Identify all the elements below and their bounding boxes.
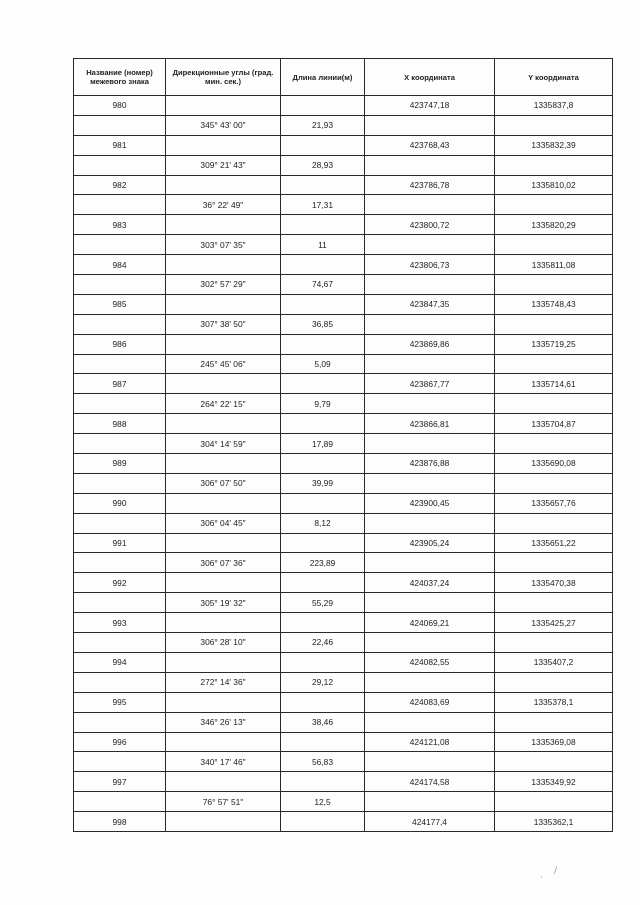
direction-angle: 304° 14' 59" (166, 434, 281, 454)
scan-speck: / (554, 866, 558, 876)
empty-name-cell (74, 235, 166, 255)
line-length: 36,85 (281, 314, 365, 334)
line-length: 9,79 (281, 394, 365, 414)
line-length: 21,93 (281, 115, 365, 135)
direction-angle: 307° 38' 50" (166, 314, 281, 334)
y-coordinate: 1335349,92 (495, 772, 613, 792)
empty-angle-cell (166, 255, 281, 275)
y-coordinate: 1335470,38 (495, 573, 613, 593)
direction-angle: 306° 04' 45" (166, 513, 281, 533)
line-length: 12,5 (281, 792, 365, 812)
x-coordinate: 423806,73 (365, 255, 495, 275)
line-length: 8,12 (281, 513, 365, 533)
empty-angle-cell (166, 294, 281, 314)
point-row (74, 135, 613, 155)
line-length: 22,46 (281, 633, 365, 653)
y-coordinate: 1335837,8 (495, 96, 613, 116)
direction-angle: 340° 17' 46" (166, 752, 281, 772)
x-coordinate: 423800,72 (365, 215, 495, 235)
y-coordinate: 1335748,43 (495, 294, 613, 314)
empty-angle-cell (166, 454, 281, 474)
y-coordinate: 1335657,76 (495, 493, 613, 513)
y-coordinate: 1335362,1 (495, 812, 613, 832)
empty-name-cell (74, 155, 166, 175)
x-coordinate: 424069,21 (365, 613, 495, 633)
direction-angle: 264° 22' 15" (166, 394, 281, 414)
point-name: 980 (74, 96, 166, 116)
x-coordinate: 423847,35 (365, 294, 495, 314)
line-length: 223,89 (281, 553, 365, 573)
empty-angle-cell (166, 374, 281, 394)
empty-length-cell (281, 812, 365, 832)
empty-y-cell (495, 792, 613, 812)
segment-row (74, 553, 613, 573)
point-name: 984 (74, 255, 166, 275)
point-name: 992 (74, 573, 166, 593)
empty-y-cell (495, 712, 613, 732)
point-row (74, 454, 613, 474)
empty-x-cell (365, 195, 495, 215)
empty-x-cell (365, 792, 495, 812)
point-name: 985 (74, 294, 166, 314)
empty-y-cell (495, 275, 613, 295)
empty-length-cell (281, 414, 365, 434)
empty-angle-cell (166, 414, 281, 434)
point-row (74, 652, 613, 672)
y-coordinate: 1335832,39 (495, 135, 613, 155)
header-x-coordinate: X координата (365, 59, 495, 96)
direction-angle: 346° 26' 13" (166, 712, 281, 732)
empty-x-cell (365, 434, 495, 454)
empty-angle-cell (166, 573, 281, 593)
empty-angle-cell (166, 652, 281, 672)
point-row (74, 374, 613, 394)
segment-row (74, 394, 613, 414)
direction-angle: 302° 57' 29" (166, 275, 281, 295)
x-coordinate: 424037,24 (365, 573, 495, 593)
x-coordinate: 423900,45 (365, 493, 495, 513)
empty-length-cell (281, 493, 365, 513)
boundary-coordinates-table (73, 58, 613, 832)
segment-row (74, 633, 613, 653)
point-row (74, 334, 613, 354)
point-name: 997 (74, 772, 166, 792)
empty-x-cell (365, 633, 495, 653)
empty-y-cell (495, 195, 613, 215)
empty-name-cell (74, 553, 166, 573)
direction-angle: 76° 57' 51" (166, 792, 281, 812)
point-name: 998 (74, 812, 166, 832)
empty-x-cell (365, 314, 495, 334)
segment-row (74, 434, 613, 454)
point-name: 991 (74, 533, 166, 553)
empty-y-cell (495, 672, 613, 692)
empty-name-cell (74, 195, 166, 215)
empty-y-cell (495, 633, 613, 653)
x-coordinate: 423866,81 (365, 414, 495, 434)
x-coordinate: 423786,78 (365, 175, 495, 195)
line-length: 11 (281, 235, 365, 255)
empty-length-cell (281, 454, 365, 474)
empty-y-cell (495, 752, 613, 772)
segment-row (74, 155, 613, 175)
point-name: 981 (74, 135, 166, 155)
x-coordinate: 424174,58 (365, 772, 495, 792)
empty-length-cell (281, 613, 365, 633)
empty-length-cell (281, 732, 365, 752)
y-coordinate: 1335407,2 (495, 652, 613, 672)
x-coordinate: 423869,86 (365, 334, 495, 354)
empty-x-cell (365, 672, 495, 692)
empty-x-cell (365, 235, 495, 255)
empty-angle-cell (166, 533, 281, 553)
empty-angle-cell (166, 692, 281, 712)
point-name: 982 (74, 175, 166, 195)
x-coordinate: 424177,4 (365, 812, 495, 832)
y-coordinate: 1335820,29 (495, 215, 613, 235)
line-length: 29,12 (281, 672, 365, 692)
empty-name-cell (74, 513, 166, 533)
x-coordinate: 423905,24 (365, 533, 495, 553)
empty-y-cell (495, 115, 613, 135)
direction-angle: 272° 14' 36" (166, 672, 281, 692)
direction-angle: 36° 22' 49" (166, 195, 281, 215)
segment-row (74, 513, 613, 533)
empty-angle-cell (166, 812, 281, 832)
empty-x-cell (365, 115, 495, 135)
empty-name-cell (74, 672, 166, 692)
direction-angle: 309° 21' 43" (166, 155, 281, 175)
empty-x-cell (365, 473, 495, 493)
y-coordinate: 1335810,02 (495, 175, 613, 195)
empty-y-cell (495, 553, 613, 573)
empty-angle-cell (166, 732, 281, 752)
empty-name-cell (74, 275, 166, 295)
point-row (74, 414, 613, 434)
table-body (74, 96, 613, 832)
empty-name-cell (74, 473, 166, 493)
empty-angle-cell (166, 135, 281, 155)
point-name: 993 (74, 613, 166, 633)
direction-angle: 306° 28' 10" (166, 633, 281, 653)
empty-length-cell (281, 374, 365, 394)
y-coordinate: 1335811,08 (495, 255, 613, 275)
point-name: 986 (74, 334, 166, 354)
segment-row (74, 712, 613, 732)
empty-length-cell (281, 573, 365, 593)
empty-angle-cell (166, 334, 281, 354)
segment-row (74, 752, 613, 772)
y-coordinate: 1335369,08 (495, 732, 613, 752)
y-coordinate: 1335425,27 (495, 613, 613, 633)
empty-length-cell (281, 255, 365, 275)
empty-angle-cell (166, 493, 281, 513)
direction-angle: 306° 07' 50" (166, 473, 281, 493)
segment-row (74, 314, 613, 334)
empty-length-cell (281, 334, 365, 354)
point-name: 994 (74, 652, 166, 672)
empty-angle-cell (166, 175, 281, 195)
point-row (74, 533, 613, 553)
empty-angle-cell (166, 96, 281, 116)
empty-x-cell (365, 553, 495, 573)
point-row (74, 812, 613, 832)
segment-row (74, 354, 613, 374)
direction-angle: 306° 07' 36" (166, 553, 281, 573)
segment-row (74, 593, 613, 613)
empty-y-cell (495, 394, 613, 414)
header-line-length: Длина линии(м) (281, 59, 365, 96)
y-coordinate: 1335714,61 (495, 374, 613, 394)
point-row (74, 294, 613, 314)
empty-x-cell (365, 712, 495, 732)
header-direction-angle: Дирекционные углы (град. мин. сек.) (166, 59, 281, 96)
table-header-row (74, 59, 613, 96)
x-coordinate: 423747,18 (365, 96, 495, 116)
line-length: 39,99 (281, 473, 365, 493)
direction-angle: 245° 45' 06" (166, 354, 281, 374)
direction-angle: 345° 43' 00" (166, 115, 281, 135)
x-coordinate: 423768,43 (365, 135, 495, 155)
point-name: 990 (74, 493, 166, 513)
x-coordinate: 423867,77 (365, 374, 495, 394)
empty-y-cell (495, 473, 613, 493)
empty-name-cell (74, 752, 166, 772)
empty-y-cell (495, 513, 613, 533)
empty-name-cell (74, 712, 166, 732)
header-y-coordinate: Y координата (495, 59, 613, 96)
point-row (74, 255, 613, 275)
empty-angle-cell (166, 613, 281, 633)
empty-y-cell (495, 434, 613, 454)
x-coordinate: 424121,08 (365, 732, 495, 752)
empty-y-cell (495, 314, 613, 334)
line-length: 74,67 (281, 275, 365, 295)
point-row (74, 772, 613, 792)
empty-name-cell (74, 593, 166, 613)
point-name: 989 (74, 454, 166, 474)
empty-x-cell (365, 513, 495, 533)
empty-length-cell (281, 96, 365, 116)
segment-row (74, 792, 613, 812)
empty-name-cell (74, 115, 166, 135)
empty-x-cell (365, 752, 495, 772)
line-length: 17,31 (281, 195, 365, 215)
y-coordinate: 1335378,1 (495, 692, 613, 712)
empty-y-cell (495, 155, 613, 175)
segment-row (74, 473, 613, 493)
point-row (74, 573, 613, 593)
header-point-name: Название (номер) межевого знака (74, 59, 166, 96)
empty-y-cell (495, 354, 613, 374)
line-length: 55,29 (281, 593, 365, 613)
line-length: 38,46 (281, 712, 365, 732)
direction-angle: 303° 07' 35" (166, 235, 281, 255)
point-name: 987 (74, 374, 166, 394)
empty-name-cell (74, 314, 166, 334)
point-row (74, 613, 613, 633)
point-name: 988 (74, 414, 166, 434)
point-row (74, 215, 613, 235)
empty-length-cell (281, 533, 365, 553)
line-length: 56,83 (281, 752, 365, 772)
empty-length-cell (281, 772, 365, 792)
y-coordinate: 1335690,08 (495, 454, 613, 474)
point-row (74, 175, 613, 195)
x-coordinate: 423876,88 (365, 454, 495, 474)
x-coordinate: 424082,55 (365, 652, 495, 672)
segment-row (74, 115, 613, 135)
empty-name-cell (74, 434, 166, 454)
scan-speck: · (540, 873, 543, 883)
line-length: 28,93 (281, 155, 365, 175)
point-row (74, 96, 613, 116)
empty-x-cell (365, 394, 495, 414)
empty-length-cell (281, 692, 365, 712)
empty-angle-cell (166, 215, 281, 235)
line-length: 5,09 (281, 354, 365, 374)
direction-angle: 305° 19' 32" (166, 593, 281, 613)
empty-name-cell (74, 633, 166, 653)
empty-length-cell (281, 652, 365, 672)
point-name: 983 (74, 215, 166, 235)
empty-x-cell (365, 354, 495, 374)
empty-length-cell (281, 215, 365, 235)
empty-x-cell (365, 275, 495, 295)
empty-length-cell (281, 294, 365, 314)
empty-x-cell (365, 593, 495, 613)
empty-name-cell (74, 792, 166, 812)
y-coordinate: 1335651,22 (495, 533, 613, 553)
empty-name-cell (74, 394, 166, 414)
point-row (74, 732, 613, 752)
empty-x-cell (365, 155, 495, 175)
segment-row (74, 672, 613, 692)
line-length: 17,89 (281, 434, 365, 454)
empty-angle-cell (166, 772, 281, 792)
point-name: 995 (74, 692, 166, 712)
empty-length-cell (281, 175, 365, 195)
empty-length-cell (281, 135, 365, 155)
segment-row (74, 275, 613, 295)
y-coordinate: 1335704,87 (495, 414, 613, 434)
point-row (74, 692, 613, 712)
segment-row (74, 195, 613, 215)
point-name: 996 (74, 732, 166, 752)
segment-row (74, 235, 613, 255)
empty-y-cell (495, 235, 613, 255)
y-coordinate: 1335719,25 (495, 334, 613, 354)
empty-y-cell (495, 593, 613, 613)
empty-name-cell (74, 354, 166, 374)
point-row (74, 493, 613, 513)
x-coordinate: 424083,69 (365, 692, 495, 712)
